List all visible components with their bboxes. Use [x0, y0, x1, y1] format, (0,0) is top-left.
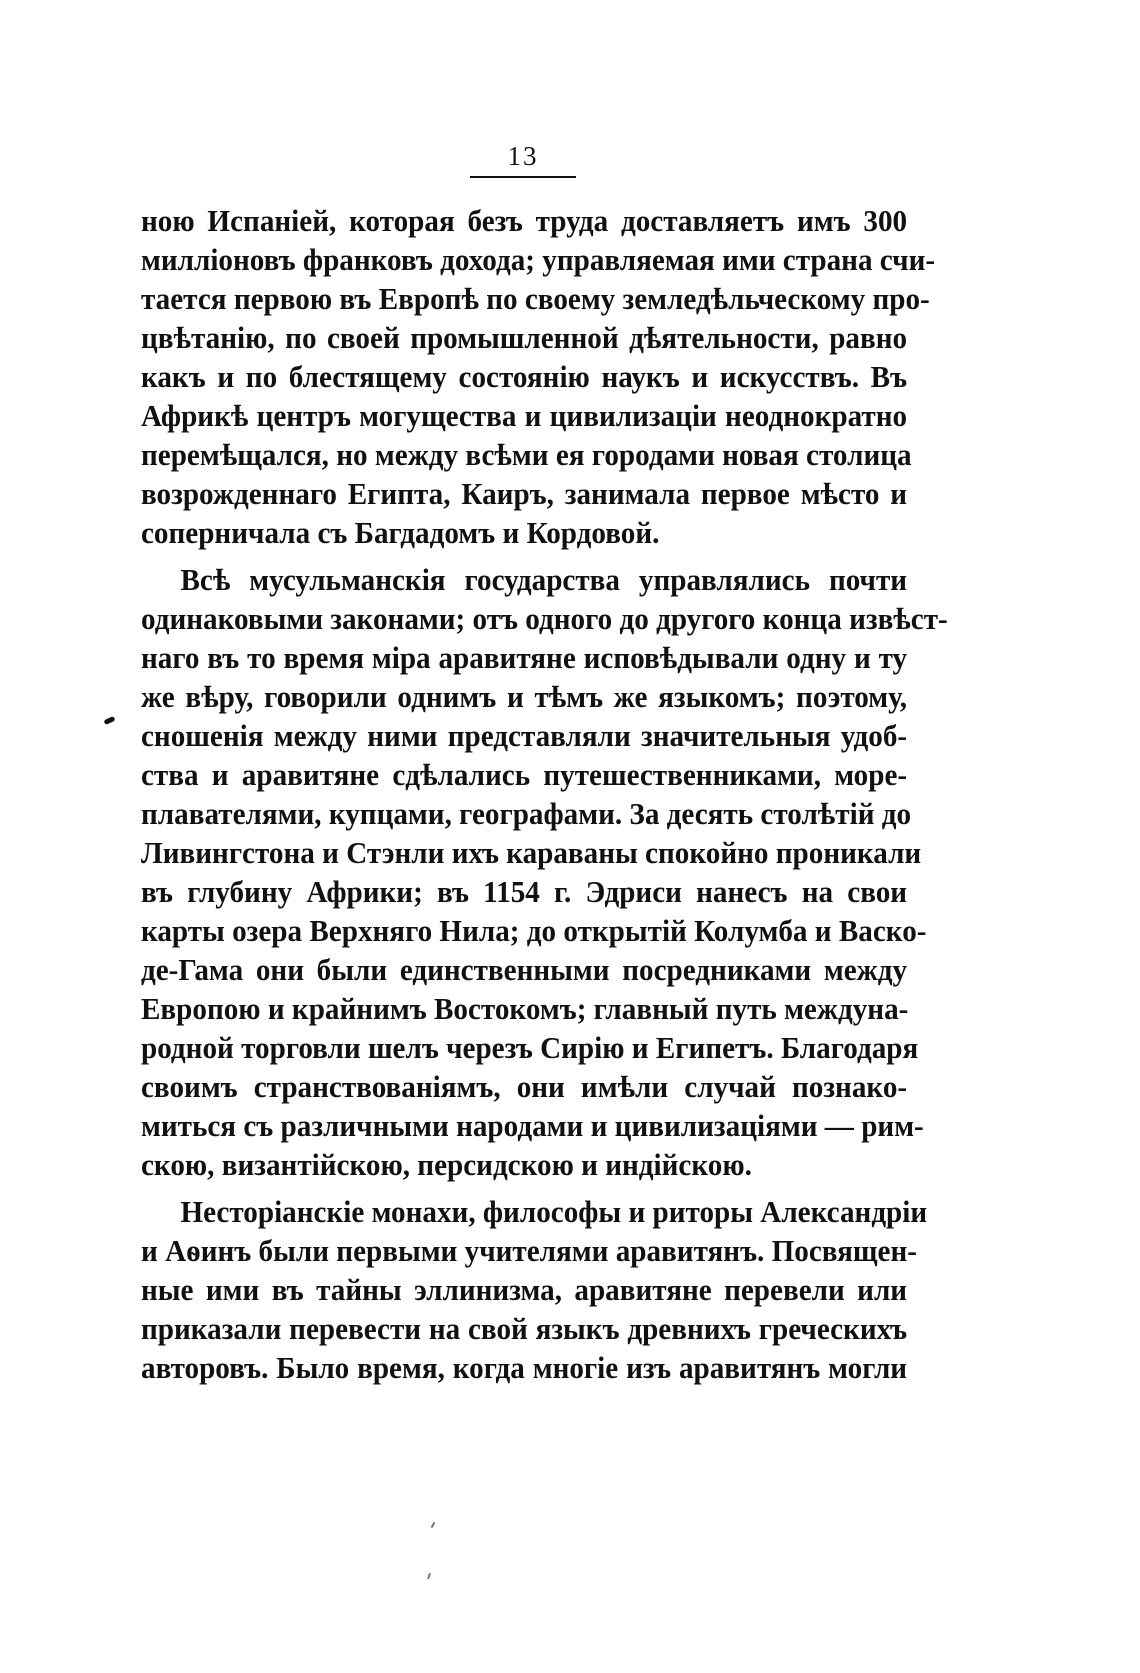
text-line: одинаковыми законами; отъ одного до другого конца извѣст-	[141, 601, 948, 636]
page-number: 13	[507, 141, 539, 171]
margin-mark	[103, 716, 115, 725]
text-line: приказали перевести на свой языкъ древнихъ греческихъ	[141, 1311, 908, 1346]
text-line: ства и аравитяне сдѣлались путешественниками, море-	[141, 757, 908, 792]
text-line: родной торговли шелъ черезъ Сирію и Египетъ. Благодаря	[141, 1030, 919, 1065]
text-line: соперничала съ Багдадомъ и Кордовой.	[141, 515, 660, 550]
text-line: Африкѣ центръ могущества и цивилизаціи неоднократно	[141, 398, 908, 433]
text-line: ною Испаніей, которая безъ труда доставляетъ имъ 300	[141, 203, 908, 238]
body-text	[141, 201, 948, 1387]
text-line: де-Гама они были единственными посредниками между	[141, 952, 908, 987]
text-line: перемѣщался, но между всѣми ея городами новая столица	[141, 437, 912, 472]
text-line: милліоновъ франковъ дохода; управляемая ими страна счи-	[141, 242, 936, 277]
text-line: миться съ различными народами и цивилизаціями — рим-	[141, 1108, 924, 1143]
text-line: цвѣтанію, по своей промышленной дѣятельности, равно	[141, 320, 908, 355]
text-line: Несторіанскіе монахи, философы и риторы Александріи	[180, 1194, 928, 1229]
paragraph-3	[141, 1192, 928, 1387]
text-line: и Аѳинъ были первыми учителями аравитянъ. Посвящен-	[141, 1233, 917, 1268]
text-line: карты озера Верхняго Нила; до открытій Колумба и Васко-	[141, 913, 927, 948]
text-line: же вѣру, говорили однимъ и тѣмъ же языкомъ; поэтому,	[141, 679, 908, 714]
text-line: своимъ странствованіямъ, они имѣли случай познако-	[141, 1069, 908, 1104]
paragraph-2	[141, 560, 948, 1184]
text-line: ные ими въ тайны эллинизма, аравитяне перевели или	[141, 1272, 908, 1307]
text-line: Всѣ мусульманскія государства управлялись почти	[180, 562, 908, 597]
text-line: какъ и по блестящему состоянію наукъ и искусствъ. Въ	[141, 359, 908, 394]
text-line: тается первою въ Европѣ по своему земледѣльческому про-	[141, 281, 930, 316]
speck	[427, 1573, 431, 1579]
paragraph-gap	[141, 1184, 907, 1192]
text-line: плавателями, купцами, географами. За десять столѣтій до	[141, 796, 912, 831]
text-line: Ливингстона и Стэнли ихъ караваны спокойно проникали	[141, 835, 922, 870]
paragraph-1	[141, 201, 936, 552]
text-line: возрожденнаго Египта, Каиръ, занимала первое мѣсто и	[141, 476, 908, 511]
text-line: наго въ то время міра аравитяне исповѣдывали одну и ту	[141, 640, 908, 675]
text-line: Европою и крайнимъ Востокомъ; главный путь междуна-	[141, 991, 909, 1026]
paragraph-gap	[141, 552, 907, 560]
text-line: авторовъ. Было время, когда многіе изъ аравитянъ могли	[141, 1350, 908, 1385]
page-number-rule	[470, 176, 576, 178]
text-line: сношенія между ними представляли значительныя удоб-	[141, 718, 908, 753]
speck	[431, 1522, 436, 1528]
text-line: скою, византійскою, персидскою и индійскою.	[141, 1147, 752, 1182]
text-line: въ глубину Африки; въ 1154 г. Эдриси нанесъ на свои	[141, 874, 908, 909]
